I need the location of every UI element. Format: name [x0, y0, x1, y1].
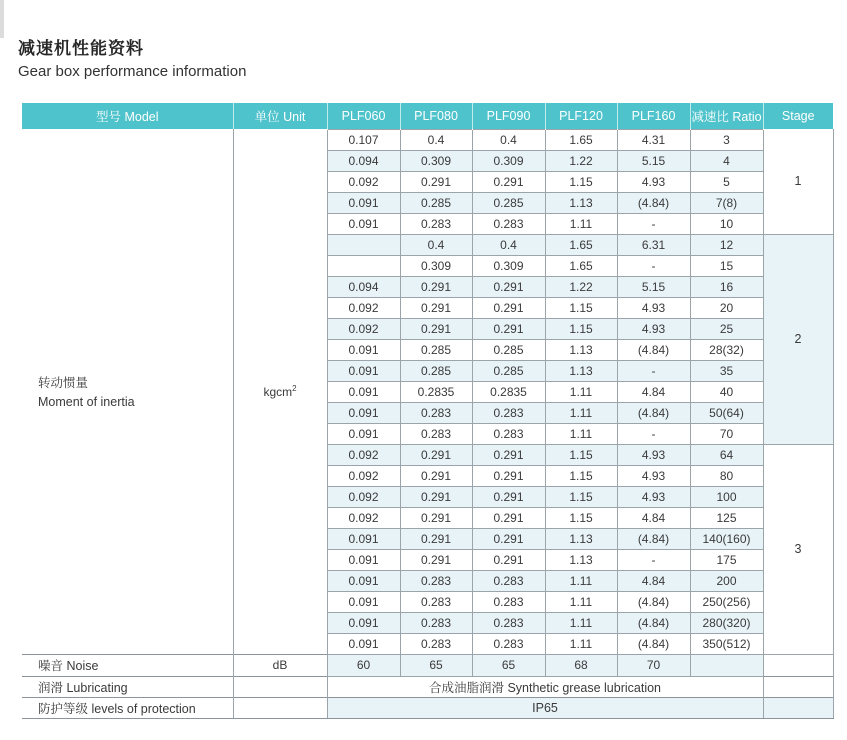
ratio-cell: 280(320): [690, 612, 763, 633]
ratio-cell: 80: [690, 465, 763, 486]
value-cell: 1.15: [545, 171, 617, 192]
value-cell: 0.285: [472, 339, 545, 360]
row-label-en: Moment of inertia: [38, 395, 135, 410]
value-cell: 4.93: [617, 486, 690, 507]
value-cell: 0.092: [327, 507, 400, 528]
noise-value-plf160: 70: [617, 654, 690, 676]
ratio-cell: 70: [690, 423, 763, 444]
header-plf060: PLF060: [327, 103, 400, 129]
value-cell: 1.15: [545, 465, 617, 486]
value-cell: 0.291: [400, 171, 472, 192]
ratio-cell: 125: [690, 507, 763, 528]
value-cell: 1.22: [545, 150, 617, 171]
value-cell: 0.107: [327, 129, 400, 150]
value-cell: 0.091: [327, 633, 400, 654]
value-cell: 0.291: [472, 549, 545, 570]
title-block: [18, 34, 246, 80]
value-cell: 4.93: [617, 444, 690, 465]
value-cell: (4.84): [617, 192, 690, 213]
value-cell: 0.285: [472, 360, 545, 381]
value-cell: 0.283: [400, 423, 472, 444]
value-cell: 0.091: [327, 402, 400, 423]
stage-cell-2: 2: [763, 234, 833, 444]
value-cell: 0.291: [400, 549, 472, 570]
value-cell: 0.091: [327, 528, 400, 549]
ratio-cell: 200: [690, 570, 763, 591]
header-plf090: PLF090: [472, 103, 545, 129]
value-cell: [327, 234, 400, 255]
value-cell: 0.092: [327, 465, 400, 486]
ratio-cell: 4: [690, 150, 763, 171]
value-cell: 0.291: [400, 276, 472, 297]
value-cell: 0.092: [327, 444, 400, 465]
value-cell: 4.84: [617, 507, 690, 528]
table-body: [22, 129, 833, 654]
value-cell: 1.15: [545, 486, 617, 507]
ratio-cell: 16: [690, 276, 763, 297]
ratio-cell: 15: [690, 255, 763, 276]
value-cell: 0.285: [400, 192, 472, 213]
value-cell: 4.84: [617, 570, 690, 591]
table-row: [22, 129, 833, 150]
ratio-cell: 350(512): [690, 633, 763, 654]
noise-value-plf060: 60: [327, 654, 400, 676]
noise-value-plf080: 65: [400, 654, 472, 676]
value-cell: (4.84): [617, 591, 690, 612]
value-cell: [327, 255, 400, 276]
value-cell: 1.13: [545, 549, 617, 570]
value-cell: 0.291: [472, 486, 545, 507]
ratio-cell: 35: [690, 360, 763, 381]
ratio-cell: 20: [690, 297, 763, 318]
value-cell: 1.13: [545, 528, 617, 549]
value-cell: 0.309: [400, 255, 472, 276]
noise-stage-empty: [763, 654, 833, 676]
value-cell: 1.11: [545, 381, 617, 402]
value-cell: -: [617, 255, 690, 276]
protection-stage-empty: [763, 697, 833, 718]
value-cell: 0.283: [472, 402, 545, 423]
value-cell: (4.84): [617, 633, 690, 654]
value-cell: 1.15: [545, 507, 617, 528]
value-cell: 0.092: [327, 486, 400, 507]
protection-label: 防护等级 levels of protection: [22, 697, 233, 718]
scan-artifact: [0, 0, 4, 38]
value-cell: 0.094: [327, 276, 400, 297]
ratio-cell: 7(8): [690, 192, 763, 213]
value-cell: 0.291: [472, 318, 545, 339]
value-cell: 0.291: [400, 486, 472, 507]
ratio-cell: 100: [690, 486, 763, 507]
value-cell: 0.283: [472, 570, 545, 591]
lubricating-value: 合成油脂润滑 Synthetic grease lubrication: [327, 676, 763, 697]
value-cell: 0.091: [327, 549, 400, 570]
value-cell: 0.091: [327, 213, 400, 234]
value-cell: 4.31: [617, 129, 690, 150]
value-cell: (4.84): [617, 612, 690, 633]
value-cell: 1.13: [545, 360, 617, 381]
value-cell: 0.4: [472, 234, 545, 255]
value-cell: 0.4: [400, 129, 472, 150]
row-label-moment-of-inertia: [22, 129, 233, 654]
value-cell: 0.291: [472, 276, 545, 297]
value-cell: 0.4: [472, 129, 545, 150]
value-cell: 1.15: [545, 444, 617, 465]
protection-unit-empty: [233, 697, 327, 718]
ratio-cell: 50(64): [690, 402, 763, 423]
value-cell: 4.93: [617, 465, 690, 486]
value-cell: -: [617, 213, 690, 234]
value-cell: 0.291: [400, 444, 472, 465]
value-cell: 0.283: [472, 591, 545, 612]
ratio-cell: 40: [690, 381, 763, 402]
value-cell: 0.309: [400, 150, 472, 171]
value-cell: 0.2835: [400, 381, 472, 402]
header-ratio: 减速比 Ratio: [690, 103, 763, 129]
value-cell: 0.091: [327, 423, 400, 444]
value-cell: 0.309: [472, 255, 545, 276]
value-cell: 0.283: [400, 402, 472, 423]
value-cell: 0.309: [472, 150, 545, 171]
ratio-cell: 3: [690, 129, 763, 150]
value-cell: -: [617, 360, 690, 381]
value-cell: 1.65: [545, 255, 617, 276]
lubricating-row: [22, 676, 833, 697]
value-cell: 0.291: [472, 528, 545, 549]
value-cell: (4.84): [617, 528, 690, 549]
ratio-cell: 25: [690, 318, 763, 339]
value-cell: 1.65: [545, 129, 617, 150]
value-cell: -: [617, 423, 690, 444]
value-cell: 0.283: [472, 612, 545, 633]
value-cell: 1.11: [545, 633, 617, 654]
page-title-en: Gear box performance information: [18, 63, 247, 80]
value-cell: 1.11: [545, 423, 617, 444]
value-cell: 1.22: [545, 276, 617, 297]
value-cell: (4.84): [617, 402, 690, 423]
value-cell: 0.091: [327, 591, 400, 612]
lubricating-label: 润滑 Lubricating: [22, 676, 233, 697]
value-cell: 0.4: [400, 234, 472, 255]
header-stage: Stage: [763, 103, 833, 129]
ratio-cell: 140(160): [690, 528, 763, 549]
value-cell: 0.283: [400, 633, 472, 654]
unit-kgcm2: kgcm$^2$: [233, 129, 327, 654]
stage-cell-3: 3: [763, 444, 833, 654]
value-cell: 0.091: [327, 381, 400, 402]
value-cell: 0.283: [400, 612, 472, 633]
value-cell: 5.15: [617, 150, 690, 171]
header-plf080: PLF080: [400, 103, 472, 129]
value-cell: 4.93: [617, 297, 690, 318]
value-cell: 1.13: [545, 339, 617, 360]
page-title-zh: 减速机性能资料: [18, 39, 144, 58]
value-cell: (4.84): [617, 339, 690, 360]
value-cell: 6.31: [617, 234, 690, 255]
value-cell: 1.15: [545, 318, 617, 339]
header-row: [22, 103, 833, 129]
value-cell: -: [617, 549, 690, 570]
value-cell: 0.283: [400, 570, 472, 591]
value-cell: 1.11: [545, 612, 617, 633]
ratio-cell: 175: [690, 549, 763, 570]
value-cell: 0.291: [400, 507, 472, 528]
lubricating-stage-empty: [763, 676, 833, 697]
protection-value: IP65: [327, 697, 763, 718]
value-cell: 0.291: [472, 465, 545, 486]
noise-row: [22, 654, 833, 676]
noise-ratio-empty: [690, 654, 763, 676]
value-cell: 0.091: [327, 360, 400, 381]
value-cell: 1.15: [545, 297, 617, 318]
value-cell: 0.291: [400, 528, 472, 549]
value-cell: 1.11: [545, 570, 617, 591]
performance-table-wrap: [22, 103, 834, 719]
ratio-cell: 28(32): [690, 339, 763, 360]
header-plf120: PLF120: [545, 103, 617, 129]
value-cell: 0.091: [327, 612, 400, 633]
row-label-zh: 转动惯量: [38, 376, 89, 391]
ratio-cell: 12: [690, 234, 763, 255]
header-model: 型号 Model: [22, 103, 233, 129]
value-cell: 0.092: [327, 318, 400, 339]
noise-label: 噪音 Noise: [22, 654, 233, 676]
value-cell: 0.092: [327, 171, 400, 192]
value-cell: 0.291: [472, 507, 545, 528]
value-cell: 1.65: [545, 234, 617, 255]
noise-value-plf090: 65: [472, 654, 545, 676]
value-cell: 0.283: [400, 591, 472, 612]
value-cell: 0.285: [400, 339, 472, 360]
value-cell: 0.283: [472, 213, 545, 234]
value-cell: 0.2835: [472, 381, 545, 402]
value-cell: 1.11: [545, 402, 617, 423]
ratio-cell: 64: [690, 444, 763, 465]
value-cell: 1.11: [545, 213, 617, 234]
value-cell: 0.091: [327, 192, 400, 213]
value-cell: 0.291: [400, 318, 472, 339]
value-cell: 4.93: [617, 318, 690, 339]
noise-value-plf120: 68: [545, 654, 617, 676]
value-cell: 0.291: [472, 171, 545, 192]
value-cell: 0.291: [400, 465, 472, 486]
value-cell: 0.291: [472, 444, 545, 465]
value-cell: 0.283: [472, 423, 545, 444]
value-cell: 0.285: [472, 192, 545, 213]
stage-cell-1: 1: [763, 129, 833, 234]
value-cell: 0.092: [327, 297, 400, 318]
value-cell: 0.285: [400, 360, 472, 381]
value-cell: 4.84: [617, 381, 690, 402]
value-cell: 1.13: [545, 192, 617, 213]
header-unit: 单位 Unit: [233, 103, 327, 129]
value-cell: 0.091: [327, 339, 400, 360]
value-cell: 0.091: [327, 570, 400, 591]
value-cell: 1.11: [545, 591, 617, 612]
value-cell: 0.283: [472, 633, 545, 654]
value-cell: 5.15: [617, 276, 690, 297]
ratio-cell: 250(256): [690, 591, 763, 612]
value-cell: 4.93: [617, 171, 690, 192]
ratio-cell: 10: [690, 213, 763, 234]
noise-unit: dB: [233, 654, 327, 676]
header-plf160: PLF160: [617, 103, 690, 129]
value-cell: 0.283: [400, 213, 472, 234]
value-cell: 0.291: [400, 297, 472, 318]
value-cell: 0.291: [472, 297, 545, 318]
performance-table: [22, 103, 834, 719]
protection-row: [22, 697, 833, 718]
ratio-cell: 5: [690, 171, 763, 192]
value-cell: 0.094: [327, 150, 400, 171]
lubricating-unit-empty: [233, 676, 327, 697]
